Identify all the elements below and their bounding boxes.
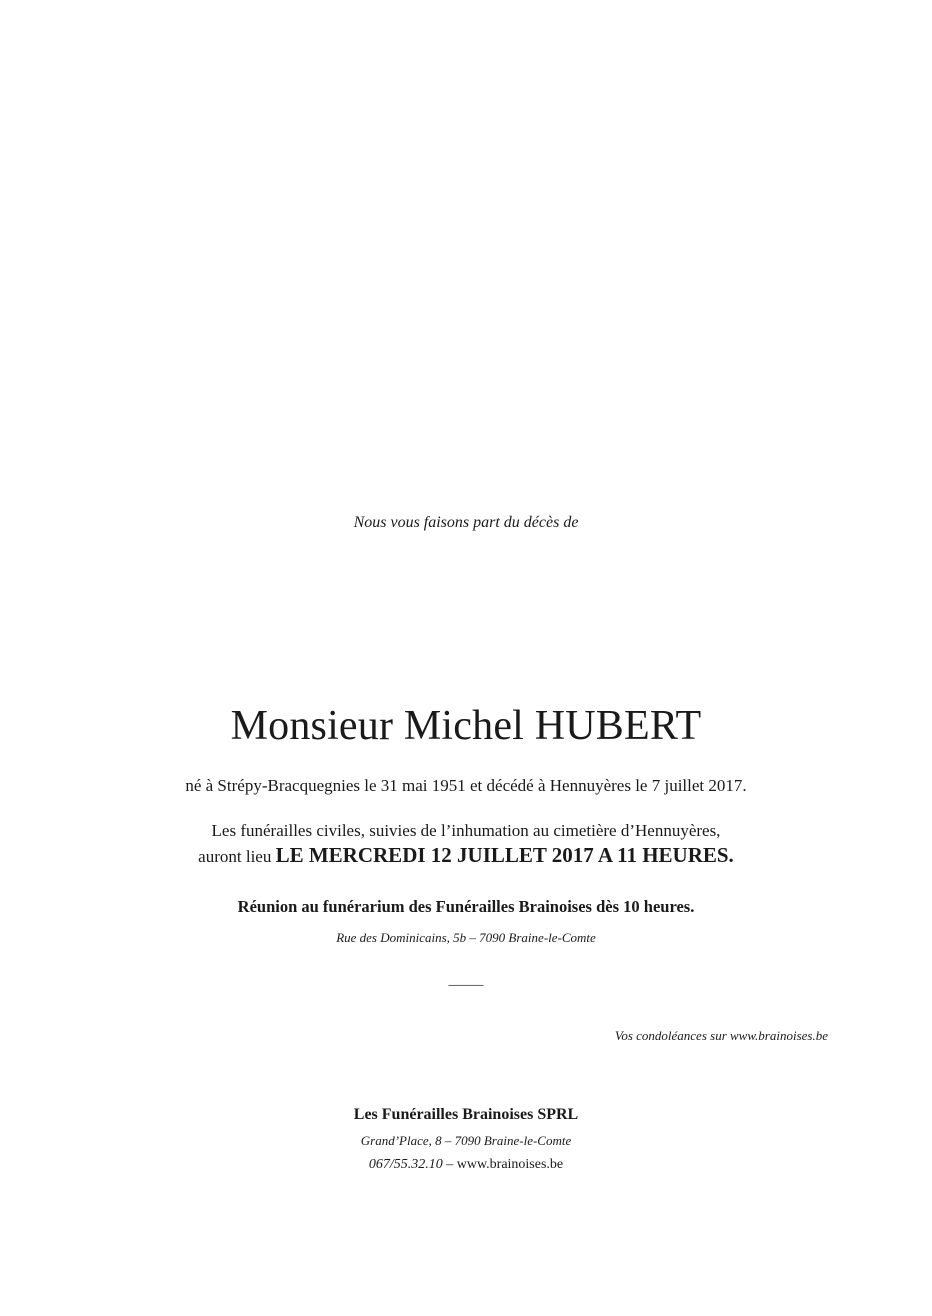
company-phone: 067/55.32.10	[368, 1157, 443, 1172]
intro-text: Nous vous faisons part du décès de	[353, 514, 579, 531]
funeral-date: LE MERCREDI 12 JUILLET 2017 A 11 HEURES.	[275, 843, 734, 867]
company-contact	[0, 1157, 932, 1173]
company-name: Les Funérailles Brainoises SPRL	[353, 1106, 579, 1123]
divider: _____	[448, 973, 484, 988]
funeral-details-line: Les funérailles civiles, suivies de l’inhumation au cimetière d’Hennuyères,	[211, 821, 721, 840]
company-website: www.brainoises.be	[456, 1157, 564, 1172]
company-address: Grand’Place, 8 – 7090 Braine-le-Comte	[360, 1133, 572, 1148]
deceased-name: Monsieur Michel HUBERT	[230, 703, 702, 749]
condolences-note: Vos condoléances sur www.brainoises.be	[614, 1028, 828, 1043]
funeral-date-line	[0, 843, 932, 868]
contact-separator: –	[442, 1157, 457, 1172]
funeral-date-prefix: auront lieu	[198, 847, 272, 866]
reunion-text: Réunion au funérarium des Funérailles Brainoises dès 10 heures.	[237, 897, 695, 916]
birth-death-text: né à Strépy-Bracquegnies le 31 mai 1951 et décédé à Hennuyères le 7 juillet 2017.	[185, 776, 747, 795]
reunion-address: Rue des Dominicains, 5b – 7090 Braine-le-Comte	[336, 930, 596, 945]
